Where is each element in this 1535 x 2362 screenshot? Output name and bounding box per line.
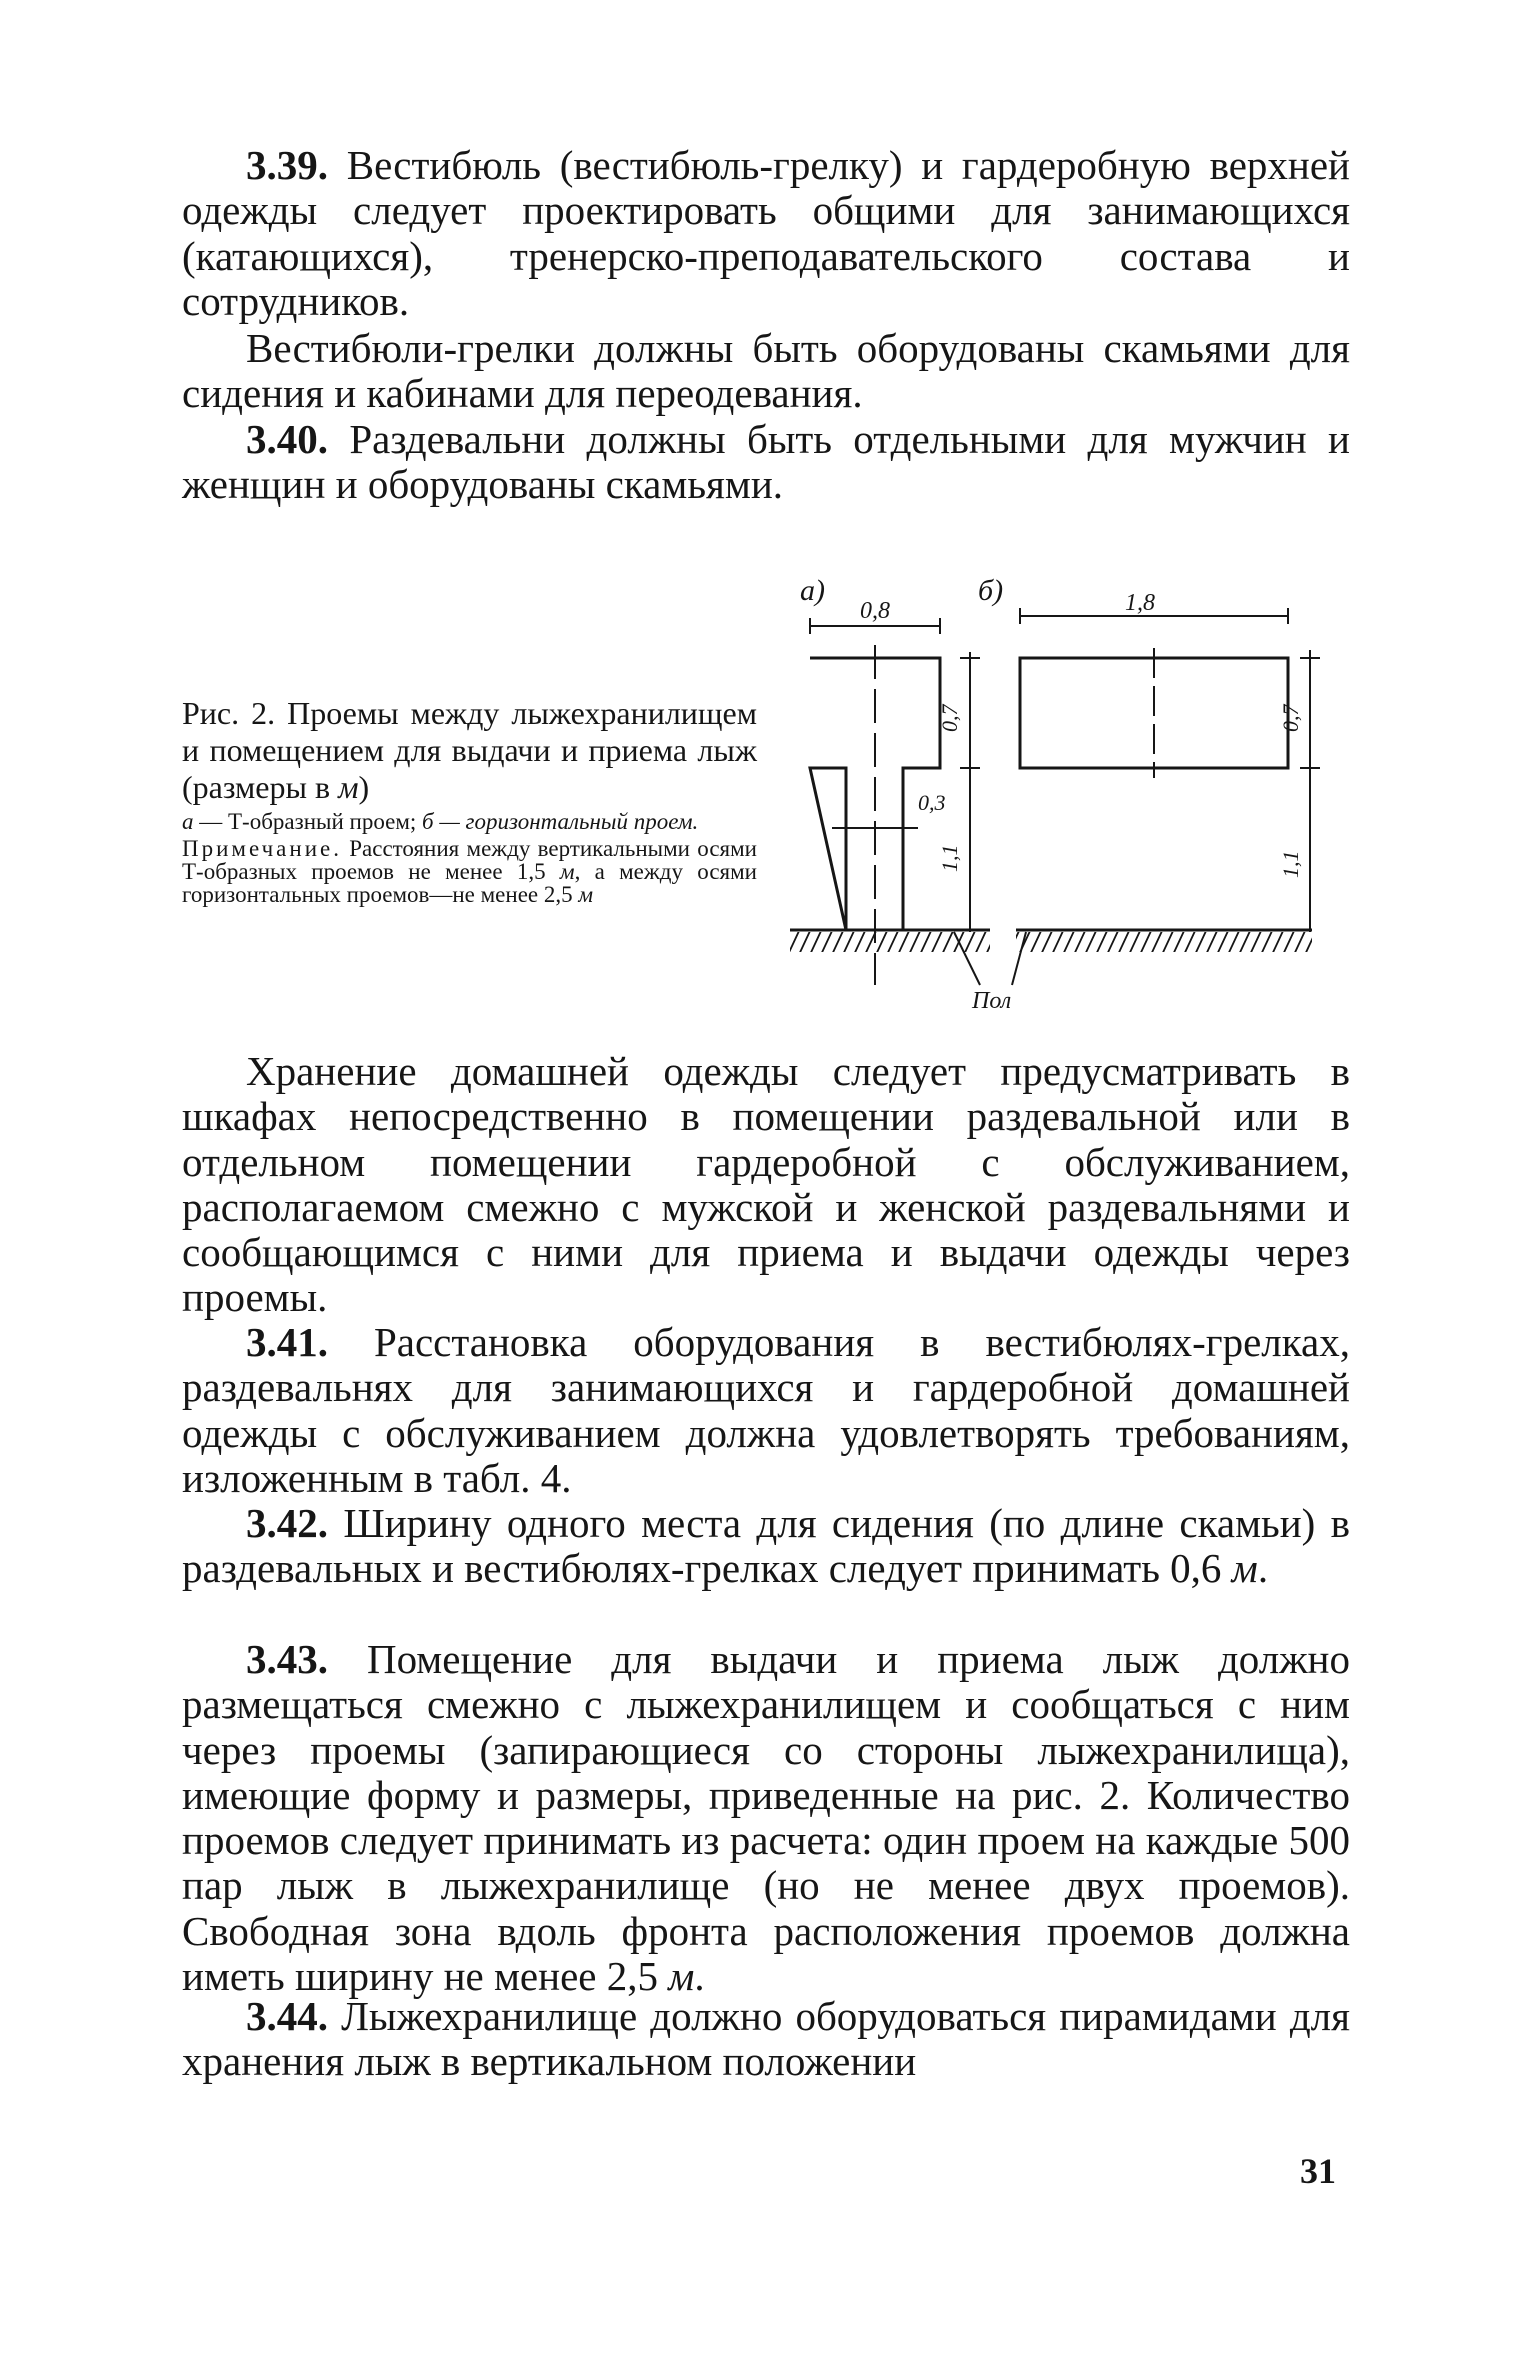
caption-unit: м — [338, 769, 359, 805]
legend-text-a: — Т-образный проем; — [193, 809, 423, 834]
dim-b-height-value: 0,7 — [1278, 704, 1303, 732]
note-text-middle: , а между осями горизонтальных проемов—не менее 2,5 — [182, 859, 757, 907]
note-unit: м — [559, 859, 575, 884]
paragraph-3-44 — [182, 1994, 1350, 2085]
unit: м — [1231, 1545, 1258, 1592]
paragraph-text: Помещение для выдачи и приема лыж должно размещаться смежно с лыжехранилищем и сообщаться с ним через проемы (запирающиеся со стороны лыжехранилища), имеющие форму и размеры, приведенные на рис. 2. Количество проемов следует принимать из расчета: один проем на каждые 500 пар лыж в лыжехранилище (но не менее двух проемов). Свободная зона вдоль фронта расположения проемов должна иметь ширину не менее 2,5 — [182, 1636, 1350, 2000]
figure-a-t-opening — [790, 618, 990, 985]
figure-label-a: а) — [800, 574, 825, 607]
paragraph-3-40 — [182, 417, 1350, 508]
paragraph-text: Вестибюль (вестибюль-грелку) и гардеробную верхней одежды следует проектировать общими для занимающихся (катающихся), тренерско-преподавательского состава и сотрудников. — [182, 142, 1350, 324]
paragraph-text: Хранение домашней одежды следует предусматривать в шкафах непосредственно в помещении раздевальной или в отдельном помещении гардеробной с обслуживанием, располагаемом смежно с мужской и женской раздевальнями и сообщающимся с ними для приема и выдачи одежды через проемы. — [182, 1048, 1350, 1321]
note-label: Примечание. — [182, 836, 342, 861]
paragraph-text: Расстановка оборудования в вестибюлях-грелках, раздевальнях для занимающихся и гардеробной домашней одежды с обслуживанием должна удовлетворять требованиям, изложенным в табл. 4. — [182, 1319, 1350, 1501]
note-text: Расстояния между вертикальными осями Т-образных проемов не менее 1,5 — [182, 836, 757, 884]
note-unit: м — [578, 882, 594, 907]
dim-b-width-value: 1,8 — [1125, 590, 1155, 616]
paragraph-text: Ширину одного места для сидения (по длине скамьи) в раздевальных и вестибюлях-грелках следует принимать 0,6 — [182, 1500, 1350, 1592]
dim-a-height-value: 0,7 — [937, 704, 962, 732]
paragraph-3-39 — [182, 143, 1350, 324]
floor-hatch-b — [1016, 932, 1312, 952]
paragraph-3-39-continued — [182, 326, 1350, 417]
clause-number: 3.42. — [246, 1500, 328, 1546]
caption-note — [182, 837, 757, 906]
paragraph-text: Лыжехранилище должно оборудоваться пирамидами для хранения лыж в вертикальном положении — [182, 1993, 1350, 2085]
legend-letter-a: а — [182, 809, 194, 834]
dim-a-width-value: 0,8 — [860, 598, 890, 624]
dim-a-neck-value: 0,3 — [918, 790, 946, 815]
paragraph-3-42 — [182, 1501, 1350, 1592]
dim-b-floor-value: 1,1 — [1278, 850, 1303, 878]
paragraph-text-end: . — [1257, 1545, 1269, 1592]
figure-svg — [780, 560, 1340, 1020]
clause-number: 3.39. — [246, 142, 328, 188]
clause-number: 3.41. — [246, 1319, 328, 1365]
page-number: 31 — [1300, 2151, 1336, 2191]
legend-letter-b: б — [422, 809, 434, 834]
paragraph-3-43 — [182, 1637, 1350, 1999]
figure-b-horizontal-opening — [954, 608, 1320, 985]
paragraph-text-end: . — [694, 1953, 705, 2000]
caption-text: Рис. 2. Проемы между лыжехранилищем и помещением для выдачи и приема лыж (размеры в — [182, 695, 757, 805]
figure-2-openings-drawing — [780, 560, 1340, 1020]
caption-text-end: ) — [358, 769, 370, 805]
clause-number: 3.44. — [246, 1993, 328, 2039]
paragraph-text: Вестибюли-грелки должны быть оборудованы скамьями для сидения и кабинами для переодевания. — [182, 325, 1350, 417]
unit: м — [668, 1953, 695, 2000]
legend-text-b: — горизонтальный проем. — [433, 809, 699, 834]
figure-label-b: б) — [978, 574, 1004, 607]
paragraph-storage — [182, 1049, 1350, 1321]
clause-number: 3.40. — [246, 416, 328, 462]
dim-a-floor-value: 1,1 — [937, 844, 962, 872]
clause-number: 3.43. — [246, 1636, 328, 1682]
paragraph-3-41 — [182, 1320, 1350, 1501]
paragraph-text: Раздевальни должны быть отдельными для мужчин и женщин и оборудованы скамьями. — [182, 416, 1350, 508]
figure-caption — [182, 695, 757, 906]
floor-label: Пол — [972, 988, 1012, 1014]
caption-legend — [182, 810, 757, 833]
caption-title — [182, 695, 757, 806]
